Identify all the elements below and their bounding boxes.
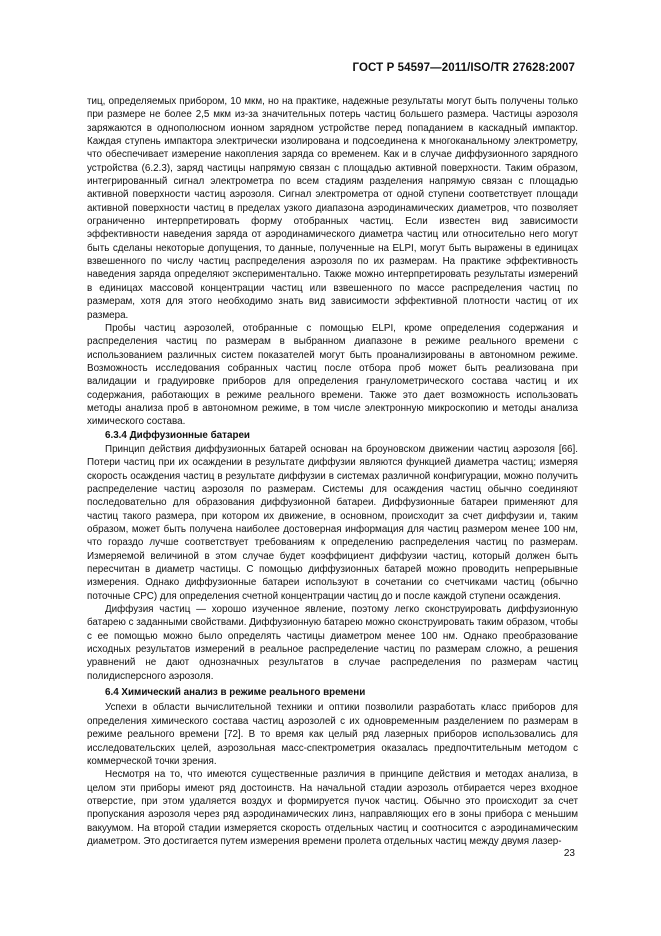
paragraph-chemical-intro: Успехи в области вычислительной техники и оптики позволили разработать класс приборов для определения химического состава частиц аэрозолей с их одновременным разделением по размерам в режиме реального времени [72]. В то время как целый ряд лазерных приборов использовались для исследовательских целей, аэрозольная масс-спектрометрия оказалась предпочтительным методом с коммерческой точки зрения. [87,702,578,767]
body-text [87,95,578,848]
section-heading-6-4: 6.4 Химический анализ в режиме реального времени [105,687,366,699]
paragraph-diffusion-design: Диффузия частиц — хорошо изученное явление, поэтому легко сконструировать диффузионную батарею с заданными свойствами. Диффузионную батарею можно сконструировать таким образом, чтобы с ее помощью можно было определять частицы диаметром менее 100 нм. Однако преобразование исходных результатов измерений в реальное распределение частиц по размерам сложно, а решения уравнений не дают однозначных результатов в случае распределения по размерам частиц полидисперсного аэрозоля. [87,604,578,682]
section-heading-6-3-4: 6.3.4 Диффузионные батареи [105,429,250,441]
paragraph-chemical-details: Несмотря на то, что имеются существенные различия в принципе действия и методах анализа, в целом эти приборы имеют ряд достоинств. На начальной стадии аэрозоль отбирается через входное отверстие, при этом удаляется воздух и формируется пучок частиц. Обычно это происходит за счет пропускания аэрозоля через ряд аэродинамических линз, направляющих его в зоны прибора с меньшим вакуумом. На второй стадии измеряется скорость отдельных частиц и соотносится с аэродинамическим диаметром. Это достигается путем измерения времени пролета отдельных частиц между двумя лазер- [87,769,578,847]
page-number: 23 [563,848,575,859]
paragraph-diffusion-principle: Принцип действия диффузионных батарей основан на броуновском движении частиц аэрозоля [66]. Потери частиц при их осаждении в результате диффузии являются функцией диаметра частиц; измеряя скорость осаждения частиц в результате диффузии в системах различной конфигурации, можно получить распределение частиц аэрозоля по размерам. Системы для осаждения частиц обычно соединяют последовательно для образования диффузионной батареи. Диффузионные батареи применяют для частиц такого размера, при котором их движение, в основном, происходит за счет диффузии и, таким образом, может быть получена наиболее достоверная информация для частиц размером менее 100 нм, что гораздо лучше соответствует требованиям к определению распределения частиц по размерам. Измеряемой величиной в этом случае будет коэффициент диффузии частиц, который должен быть пересчитан в диаметр частицы. С помощью диффузионных батарей можно проводить непрерывные измерения. Однако диффузионные батареи используют в сочетании со счетчиками частиц (обычно поточные CPC) для определения счетной концентрации частиц до и после каждой ступени осаждения. [87,443,578,602]
paragraph-elpi-samples: Пробы частиц аэрозолей, отобранные с помощью ELPI, кроме определения содержания и распределения частиц по размерам в выбранном диапазоне в режиме реального времени с использованием различных систем показателей могут быть проанализированы в автономном режиме. Возможность исследования собранных частиц после отбора проб может быть реализована при валидации и градуировке приборов для определения гранулометрического состава частиц и их содержания, работающих в режиме реального времени. Также это дает возможность использовать методы анализа проб в автономном режиме, в том числе электронную микроскопию и методы анализа химического состава. [87,322,578,428]
standard-header: ГОСТ Р 54597—2011/ISO/TR 27628:2007 [352,62,575,74]
paragraph-elpi-continuation: тиц, определяемых прибором, 10 мкм, но на практике, надежные результаты могут быть получены только при размере не более 2,5 мкм из-за значительных потерь частиц большего размера. Частицы аэрозоля заряжаются в однополюсном ионном зарядном устройстве перед попаданием в каскадный импактор. Каждая ступень импактора электрически изолирована и подсоединена к многоканальному электрометру, что обеспечивает измерение накопления заряда со временем. Как и в случае диффузионного зарядного устройства (6.2.3), заряд частицы напрямую связан с площадью активной поверхности. Таким образом, интегрированный сигнал электрометра по всем стадиям разделения напрямую связан с площадью активной поверхности частиц аэрозоля. Сигнал электрометра от одной ступени соответствует площади активной поверхности частиц в пределах узкого диапазона аэродинамических диаметров, что позволяет ограниченно интерпретировать форму отобранных частиц. Если известен вид зависимости эффективности наведения заряда от аэродинамического диаметра частиц или относительно него могут быть сделаны некоторые допущения, то данные, полученные на ELPI, могут быть выражены в единицах взвешенного по числу частиц распределения аэрозоля по их размерам. На практике эффективность наведения заряда определяют экспериментально. Также можно интерпретировать результаты измерений в единицах массовой концентрации частиц или взвешенного по массе распределения частиц по размерам, хотя для этого необходимо знать вид зависимости эффективной плотности частиц от их размера. [87,96,578,321]
